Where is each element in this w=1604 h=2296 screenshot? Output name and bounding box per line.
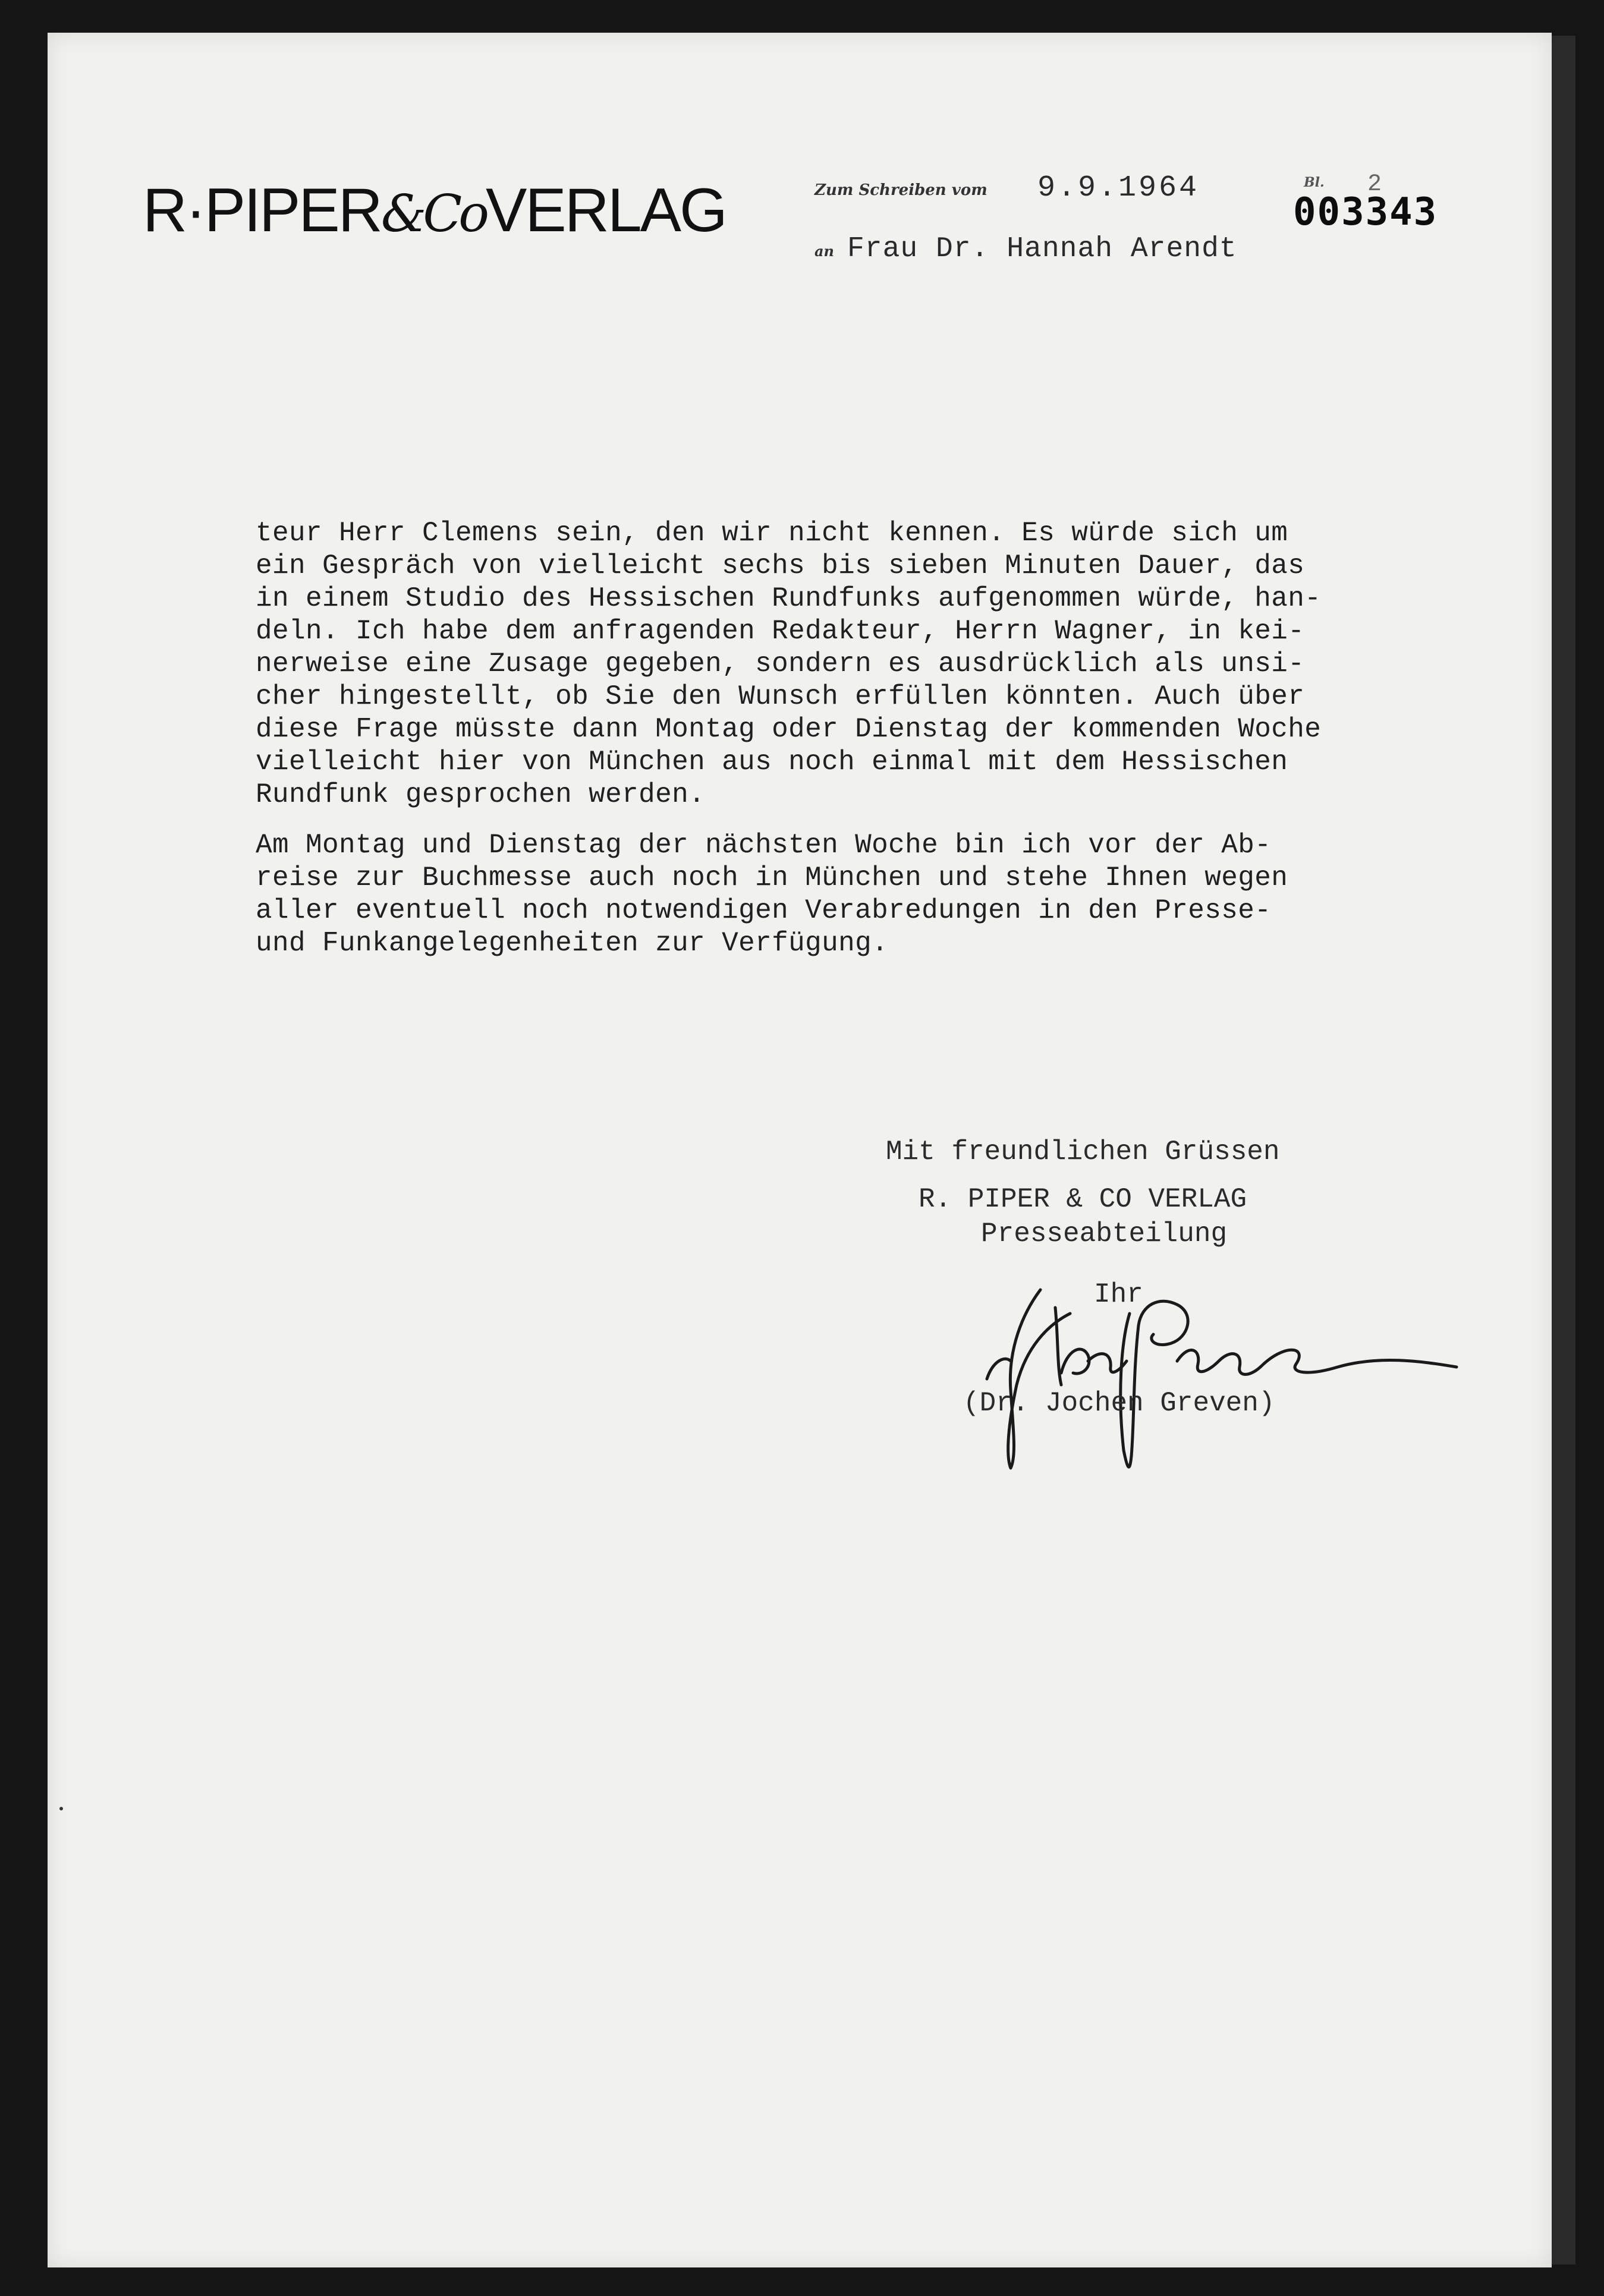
recipient-label: an [814,242,834,260]
closing-ihr: Ihr [1094,1279,1143,1310]
paragraph-2 [256,829,1474,960]
sheet-number: 2 [1367,171,1382,198]
text-line: cher hingestellt, ob Sie den Wunsch erfüllen könnten. Auch über [256,681,1305,712]
text-line: teur Herr Clemens sein, den wir nicht kennen. Es würde sich um [256,518,1288,549]
text-line: und Funkangelegenheiten zur Verfügung. [256,928,889,959]
paper-edge [1552,36,1575,2264]
paragraph-1 [256,517,1474,811]
text-line: Am Montag und Dienstag der nächsten Woche bin ich vor der Ab- [256,830,1272,861]
document-number: 003343 [1293,190,1438,234]
handwritten-signature [951,1278,1463,1474]
signer-name: (Dr. Jochen Greven) [963,1388,1275,1419]
text-line: reise zur Buchmesse auch noch in München und stehe Ihnen wegen [256,862,1288,893]
date-label: Zum Schreiben vom [814,181,987,199]
text-line: nerweise eine Zusage gegeben, sondern es ausdrücklich als unsi- [256,648,1305,679]
text-line: diese Frage müsste dann Montag oder Dienstag der kommenden Woche [256,714,1322,745]
closing-department: Presseabteilung [981,1218,1228,1249]
text-line: Rundfunk gesprochen werden. [256,779,706,810]
logo-ampersand: &Co [380,184,486,244]
logo-part1: R·PIPER [143,176,381,245]
closing-company: R. PIPER & CO VERLAG [919,1184,1247,1215]
sheet-label: Bl. [1304,175,1325,190]
logo-part2: VERLAG [485,176,726,245]
publisher-logo [143,175,726,246]
letter-page [48,33,1552,2267]
text-line: aller eventuell noch notwendigen Verabredungen in den Presse- [256,895,1272,926]
closing-greeting: Mit freundlichen Grüssen [886,1136,1280,1167]
scan-speck [59,1807,63,1810]
recipient-name: Frau Dr. Hannah Arendt [847,233,1237,265]
text-line: deln. Ich habe dem anfragenden Redakteur, Herrn Wagner, in kei- [256,616,1305,647]
text-line: ein Gespräch von vielleicht sechs bis sieben Minuten Dauer, das [256,550,1305,581]
text-line: vielleicht hier von München aus noch einmal mit dem Hessischen [256,747,1288,777]
letter-date: 9.9.1964 [1037,171,1200,205]
text-line: in einem Studio des Hessischen Rundfunks aufgenommen würde, han- [256,583,1322,614]
